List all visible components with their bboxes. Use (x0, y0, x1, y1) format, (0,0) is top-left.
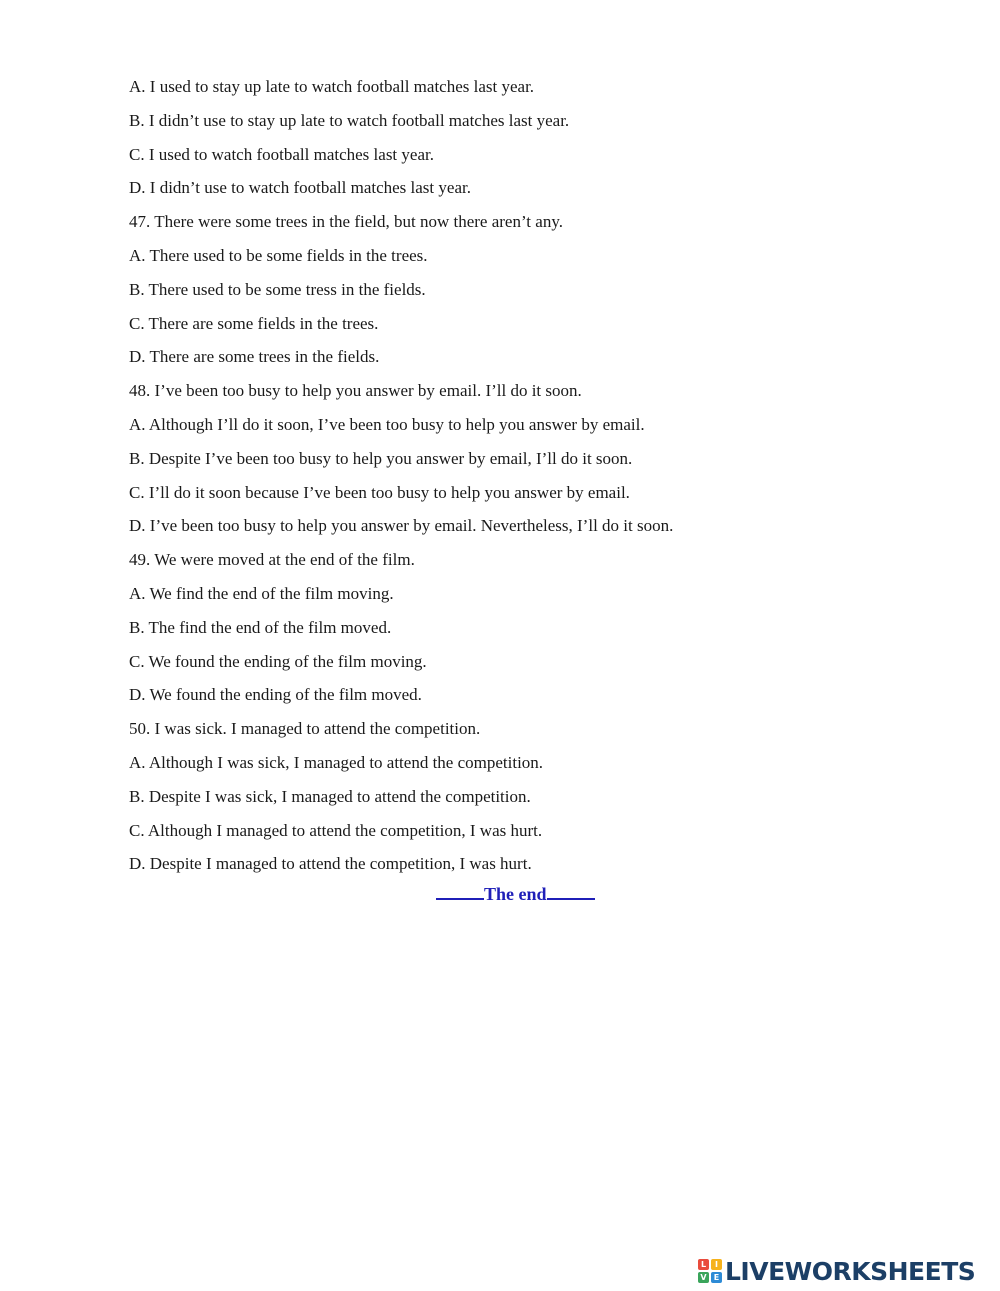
question-text: 49. We were moved at the end of the film. (129, 550, 415, 570)
answer-option: B. I didn’t use to stay up late to watch football matches last year. (129, 110, 570, 130)
answer-option: D. We found the ending of the film moved. (129, 685, 422, 705)
answer-option: A. We find the end of the film moving. (129, 583, 394, 603)
the-end-footer (436, 880, 595, 905)
answer-option: A. Although I’ll do it soon, I’ve been too busy to help you answer by email. (129, 414, 645, 434)
answer-option: B. The find the end of the film moved. (129, 617, 392, 637)
blank-line-right (547, 880, 595, 900)
logo-tile: I (711, 1259, 722, 1270)
answer-option: B. Despite I was sick, I managed to attend the competition. (129, 786, 531, 806)
logo-tile: V (698, 1272, 709, 1283)
liveworksheets-logo-icon (698, 1259, 722, 1283)
question-list (129, 70, 889, 881)
answer-option: D. Despite I managed to attend the competition, I was hurt. (129, 854, 532, 874)
answer-option: C. We found the ending of the film moving. (129, 651, 427, 671)
logo-tile: E (711, 1272, 722, 1283)
blank-line-left (436, 880, 484, 900)
answer-option: A. I used to stay up late to watch football matches last year. (129, 77, 535, 96)
answer-option: C. There are some fields in the trees. (129, 313, 379, 333)
question-text: 50. I was sick. I managed to attend the competition. (129, 719, 481, 739)
answer-option: A. There used to be some fields in the trees. (129, 245, 428, 265)
answer-option: C. I used to watch football matches last year. (129, 144, 434, 164)
brand-name: LIVEWORKSHEETS (725, 1256, 976, 1286)
answer-option: C. I’ll do it soon because I’ve been too busy to help you answer by email. (129, 482, 630, 502)
answer-option: D. I didn’t use to watch football matches last year. (129, 178, 471, 198)
logo-tile: L (698, 1259, 709, 1270)
answer-option: B. Despite I’ve been too busy to help you answer by email, I’ll do it soon. (129, 448, 633, 468)
question-text: 47. There were some trees in the field, but now there aren’t any. (129, 212, 563, 232)
answer-option: D. I’ve been too busy to help you answer by email. Nevertheless, I’ll do it soon. (129, 516, 674, 536)
answer-option: B. There used to be some tress in the fields. (129, 279, 426, 299)
liveworksheets-brand (698, 1254, 975, 1288)
answer-option: A. Although I was sick, I managed to attend the competition. (129, 752, 544, 772)
question-text: 48. I’ve been too busy to help you answer by email. I’ll do it soon. (129, 381, 582, 401)
answer-option: D. There are some trees in the fields. (129, 347, 380, 367)
the-end-text: The end (484, 884, 547, 904)
answer-option: C. Although I managed to attend the competition, I was hurt. (129, 820, 543, 840)
